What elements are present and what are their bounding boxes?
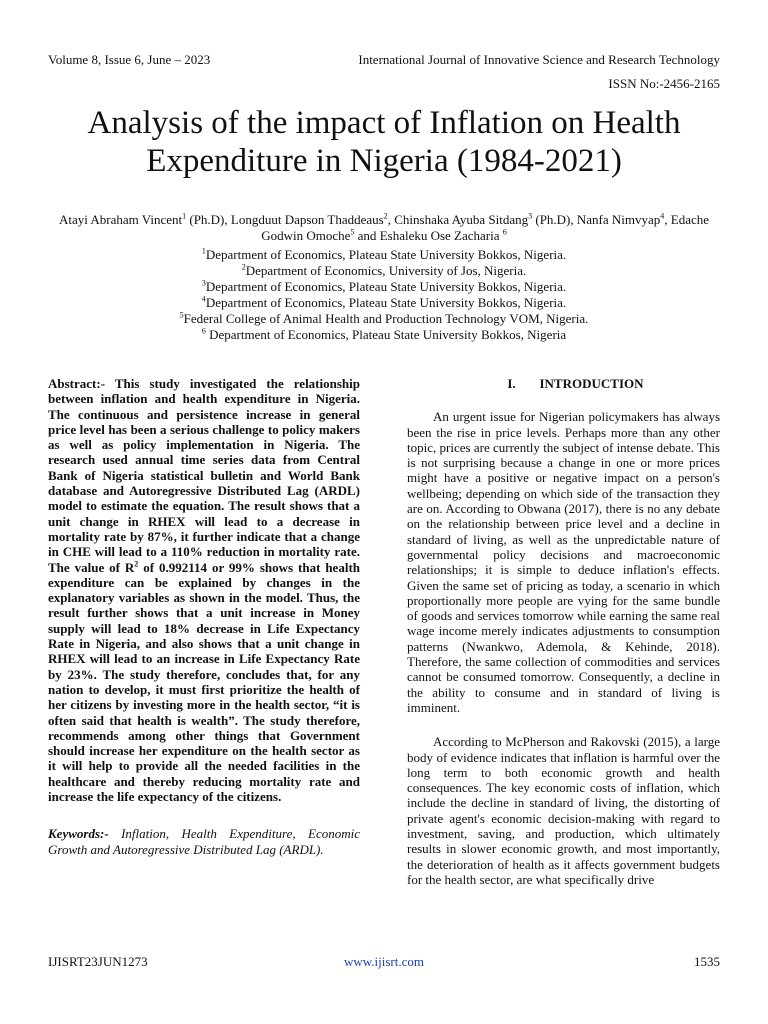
author: Atayi Abraham Vincent$^1$ (Ph.D), bbox=[58, 211, 231, 227]
keywords bbox=[48, 826, 360, 857]
website-link[interactable]: www.ijisrt.com bbox=[343, 954, 425, 969]
left-column bbox=[48, 376, 360, 857]
affiliation: $^6$ Department of Economics, Plateau State University Bokkos, Nigeria bbox=[201, 326, 567, 342]
section-heading bbox=[407, 376, 720, 391]
body-paragraph: An urgent issue for Nigerian policymakers has always been the rise in price levels. Perhaps more than any other topic, prices are currently the subject of intense debate. This is not surprising because a change in one or more prices might have a positive or negative impact on a person's wellbeing; depending on which side of the transaction they are on. According to Obwana (2017), there is no any debate on the relationship between price level and a decline in standard of living, as well as the unpredictable nature of governmental policy decisions and macroeconomic relationships; it is simple to deduce inflation's effects. Given the same set of pricing as today, a scenario in which proportionally more people are vying for the same bundle of goods and services tomorrow while earning the same real wage income merely indicates adjustments to consumption patterns (Nwankwo, Ademola, & Kehinde, 2018). Therefore, the same collection of commodities and services cannot be consumed tomorrow. Consequently, a decline in the ability to consume and in standard of living is imminent. bbox=[407, 409, 720, 715]
abstract: Abstract:- This study investigated the relationship between inflation and health expenditure in Nigeria. The continuous and persistence increase in general price level has been a serious challenge to policy makers as well as policy implementation in Nigeria. The research used annual time series data from Central Bank of Nigeria statistical bulletin and World Bank database and Autoregressive Distributed Lag (ARDL) model to estimate the equation. The result shows that a unit change in RHEX will lead to a decrease in mortality rate by 87%, it further indicate that a change in CHE will lead to a 110% reduction in mortality rate. The value of $R^2$ of 0.992114 or 99% shows that health expenditure can be explained by changes in the explanatory variables as shown in the model. Thus, the result further shows that a unit increase in Money supply will lead to 18% decrease in Life Expectancy Rate in Nigeria, and also shows that a unit change in RHEX will lead to an increase in Life Expectancy Rate by 23%. The study therefore, concludes that, for any nation to develop, it must first prioritize the health of her citizens by investing more in the health sector, “it is often said that health is wealth”. The study therefore, recommends among other things that Government should increase her expenditure on the health sector as it will help to provide all the needed facilities in the healthcare and thereby reducing mortality rate and increase the life expectancy of the citizens. bbox=[48, 376, 360, 805]
author: Longduut Dapson Thaddeaus$^2$, bbox=[230, 211, 395, 227]
right-column bbox=[407, 376, 720, 906]
volume-issue: Volume 8, Issue 6, June – 2023 bbox=[48, 52, 211, 67]
author: Edache Godwin Omoche$^5$ and bbox=[261, 212, 710, 243]
journal-name: International Journal of Innovative Science and Research Technology bbox=[358, 52, 720, 67]
affiliation: $^5$Federal College of Animal Health and Production Technology VOM, Nigeria. bbox=[179, 310, 589, 326]
affiliation: $^2$Department of Economics, University of Jos, Nigeria. bbox=[241, 262, 527, 278]
issn: ISSN No:-2456-2165 bbox=[608, 76, 720, 91]
affiliation: $^4$Department of Economics, Plateau State University Bokkos, Nigeria. bbox=[201, 294, 567, 310]
affiliation: $^3$Department of Economics, Plateau State University Bokkos, Nigeria. bbox=[201, 278, 567, 294]
author: Chinshaka Ayuba Sitdang$^3$ (Ph.D), bbox=[394, 211, 577, 227]
author: Nanfa Nimvyap$^4$, bbox=[576, 211, 671, 227]
affiliation: $^1$Department of Economics, Plateau State University Bokkos, Nigeria. bbox=[201, 246, 567, 262]
section-number: I. bbox=[507, 376, 516, 391]
keywords-text: Inflation, Health Expenditure, Economic Growth and Autoregressive Distributed Lag (ARDL). bbox=[48, 826, 360, 857]
author: Eshaleku Ose Zacharia $^6$ bbox=[379, 227, 507, 243]
paper-title: Analysis of the impact of Inflation on Health Expenditure in Nigeria (1984-2021) bbox=[87, 105, 681, 179]
page-number: 1535 bbox=[694, 954, 720, 969]
author-list bbox=[48, 212, 720, 244]
body-paragraph: According to McPherson and Rakovski (2015), a large body of evidence indicates that inflation is harmful over the long term to both economic growth and health consequences. The key economic costs of inflation, which include the decline in standard of living, the distorting of private agent's economic decision-making with regard to investment, saving, and production, which ultimately results in slower economic growth, and most importantly, the deterioration of health as it affects government budgets for the health sector, are what specifically drive bbox=[407, 734, 720, 887]
paper-code: IJISRT23JUN1273 bbox=[48, 954, 148, 969]
keywords-label: Keywords:- bbox=[48, 826, 109, 842]
affiliation-list bbox=[48, 247, 720, 343]
section-title: INTRODUCTION bbox=[539, 376, 644, 391]
